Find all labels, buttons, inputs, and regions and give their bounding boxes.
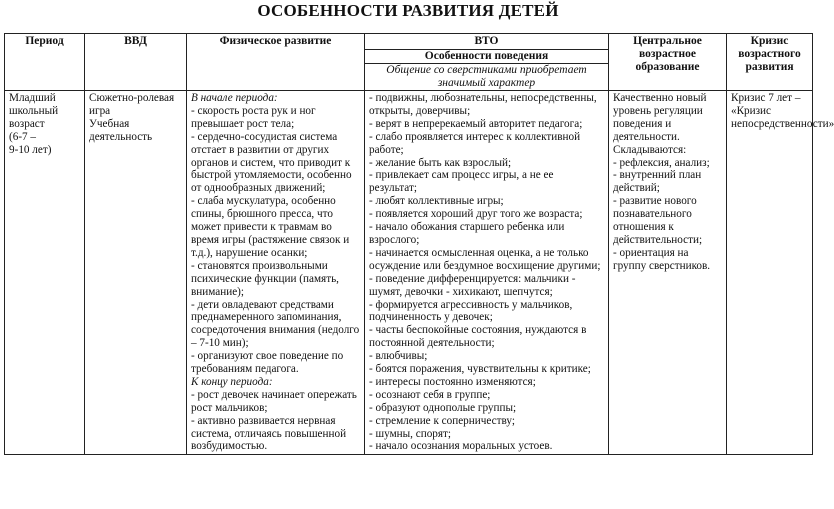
cell-physical <box>187 91 365 455</box>
header-central: Центральное возрастное образование <box>609 34 727 91</box>
period-line: Младший <box>9 92 56 104</box>
physical-item: - скорость роста рук и ног превышает рост тела; <box>191 104 316 130</box>
behavior-item: - осознают себя в группе; <box>369 388 491 401</box>
behavior-item: - интересы постоянно изменяются; <box>369 375 536 388</box>
central-item: - рефлексия, анализ; <box>613 156 710 169</box>
physical-item: - сердечно-сосудистая система отстает в развитии от других органов и систем, что приводит к быстрой утомляемости, особенно от однообразных движений; <box>191 130 352 195</box>
header-behavior-note: Общение со сверстниками приобретает значимый характер <box>365 63 608 90</box>
period-line: школьный <box>9 104 59 117</box>
period-line: возраст <box>9 117 45 130</box>
behavior-item: - начинается осмысленная оценка, а не только осуждение или бездумное восхищение другими; <box>369 246 601 272</box>
header-vto <box>365 34 609 91</box>
cell-vvd <box>85 91 187 455</box>
behavior-item: - стремление к соперничеству; <box>369 414 515 427</box>
physical-start-label: В начале периода: <box>191 92 278 104</box>
behavior-item: - шумны, спорят; <box>369 427 452 440</box>
cell-central <box>609 91 727 455</box>
behavior-item: - любят коллективные игры; <box>369 195 504 208</box>
vvd-line: Учебная <box>89 117 130 130</box>
page-title: ОСОБЕННОСТИ РАЗВИТИЯ ДЕТЕЙ <box>257 1 559 20</box>
behavior-item: - привлекает сам процесс игры, а не ее результат; <box>369 169 554 195</box>
header-period: Период <box>5 34 85 91</box>
physical-item: - дети овладевают средствами преднамеренного запоминания, сосредоточения внимания (недолго – 7-10 мин); <box>191 298 360 350</box>
behavior-item: - верят в непререкаемый авторитет педагога; <box>369 117 583 130</box>
header-crisis: Кризис возрастного развития <box>727 34 813 91</box>
behavior-item: - поведение дифференцируется: мальчики - шумят, девочки - хихикают, шепчутся; <box>369 272 576 298</box>
physical-end-label: К концу периода: <box>191 375 273 388</box>
behavior-item: - начало обожания старшего ребенка или взрослого; <box>369 221 565 246</box>
behavior-item: - появляется хороший друг того же возраста; <box>369 208 583 221</box>
header-physical: Физическое развитие <box>187 34 365 91</box>
crisis-text: Кризис 7 лет – «Кризис непосредственности» <box>731 92 834 130</box>
behavior-item: - слабо проявляется интерес к коллективной работе; <box>369 130 581 156</box>
behavior-item: - начало осознания моральных устоев. <box>369 440 553 453</box>
behavior-item: - часты беспокойные состояния, нуждаются в постоянной деятельности; <box>369 324 587 350</box>
physical-item: - активно развивается нервная система, отличаясь повышенной возбудимостью. <box>191 414 347 453</box>
physical-item: - рост девочек начинает опережать рост мальчиков; <box>191 388 357 414</box>
central-intro: Качественно новый уровень регуляции поведения и деятельности. Складываются: <box>613 92 707 156</box>
vvd-line: деятельность <box>89 130 153 143</box>
header-row <box>5 34 813 91</box>
cell-period <box>5 91 85 455</box>
development-table <box>4 33 834 455</box>
behavior-item: - образуют однополые группы; <box>369 401 517 414</box>
cell-crisis <box>727 91 834 455</box>
behavior-item: - боятся поражения, чувствительны к критике; <box>369 363 591 376</box>
period-line: 9-10 лет) <box>9 143 52 156</box>
table-row <box>5 91 813 455</box>
central-item: - ориентация на группу сверстников. <box>613 246 711 272</box>
vvd-line: Сюжетно-ролевая <box>89 92 175 104</box>
behavior-item: - формируется агрессивность у мальчиков, подчиненность у девочек; <box>369 298 573 324</box>
behavior-item: - желание быть как взрослый; <box>369 156 512 169</box>
cell-behavior <box>365 91 609 455</box>
behavior-item: - подвижны, любознательны, непосредственны, открыты, доверчивы; <box>369 92 597 117</box>
header-behavior: Особенности поведения <box>365 49 608 63</box>
physical-item: - слаба мускулатура, особенно спины, брюшного пресса, что может привести к травмам во время игры (растяжение связок и т.д.), нарушение осанки; <box>191 195 350 259</box>
vvd-line: игра <box>89 104 111 117</box>
behavior-item: - влюбчивы; <box>369 350 428 363</box>
physical-item: - организуют свое поведение по требованиям педагога. <box>191 350 344 376</box>
central-item: - внутренний план действий; <box>613 169 702 195</box>
physical-item: - становятся произвольными психические функции (память, внимание); <box>191 259 339 298</box>
central-item: - развитие нового познавательного отношения к действительности; <box>613 195 703 246</box>
header-vvd: ВВД <box>85 34 187 91</box>
header-vto-label: ВТО <box>474 35 499 47</box>
period-line: (6-7 – <box>9 130 37 143</box>
